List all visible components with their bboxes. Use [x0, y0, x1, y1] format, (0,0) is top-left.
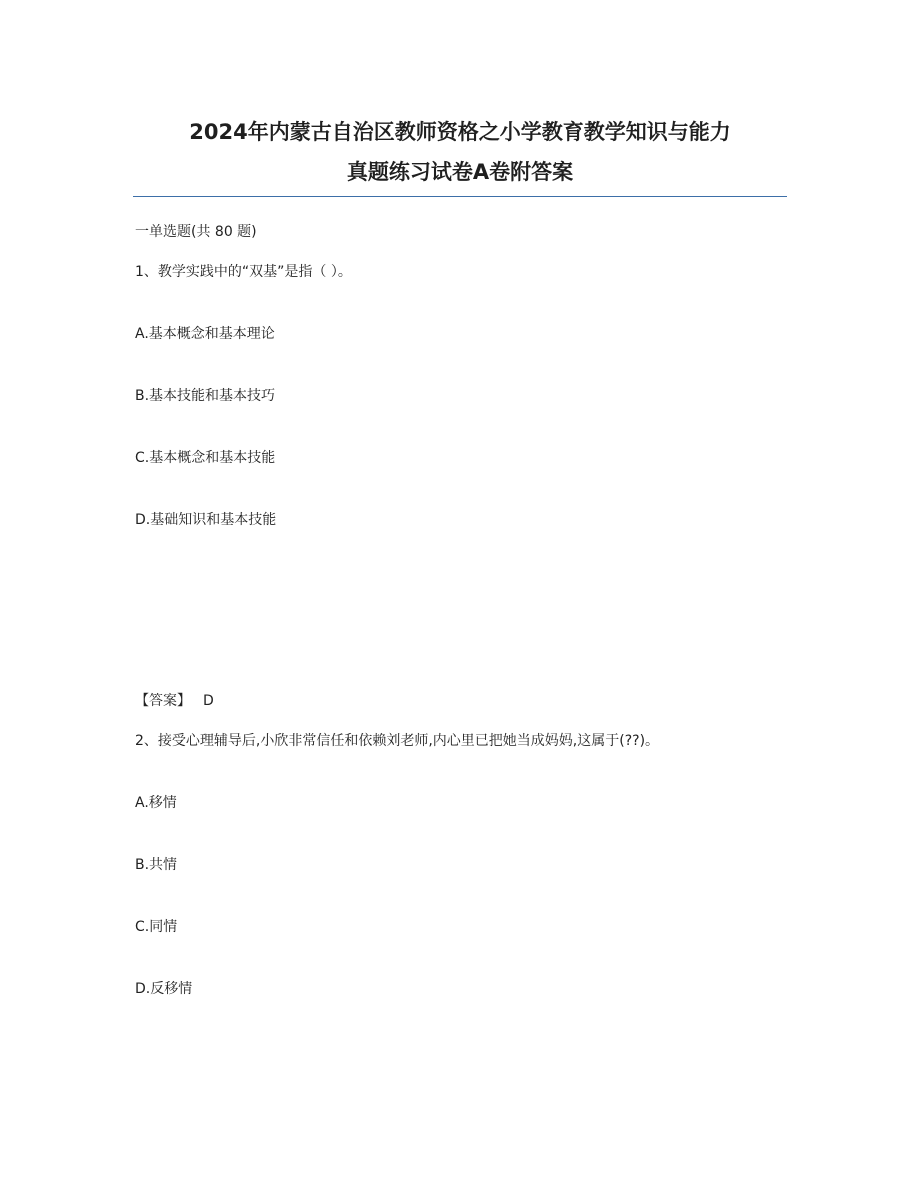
question-1-stem: 1、教学实践中的“双基”是指（ ）。: [135, 264, 352, 280]
answer-value: D: [203, 693, 214, 709]
question-2-option-a: A.移情: [135, 795, 177, 811]
answer-label: 【答案】: [135, 693, 191, 709]
question-1-option-a: A.基本概念和基本理论: [135, 326, 275, 342]
question-1-option-c: C.基本概念和基本技能: [135, 450, 276, 466]
question-1-option-d: D.基础知识和基本技能: [135, 512, 277, 528]
question-2-option-b: B.共情: [135, 857, 178, 873]
question-2-option-c: C.同情: [135, 919, 178, 935]
title-divider: [133, 196, 787, 197]
document-title-line-2: 真题练习试卷A卷附答案: [346, 160, 574, 184]
question-1-answer: [135, 691, 214, 711]
document-title-line-1: 2024年内蒙古自治区教师资格之小学教育教学知识与能力: [189, 120, 731, 144]
question-2-option-d: D.反移情: [135, 981, 193, 997]
section-heading: 一单选题(共 80 题): [135, 224, 257, 240]
question-1-option-b: B.基本技能和基本技巧: [135, 388, 276, 404]
question-2-stem: 2、接受心理辅导后,小欣非常信任和依赖刘老师,内心里已把她当成妈妈,这属于(??)。: [135, 733, 660, 749]
